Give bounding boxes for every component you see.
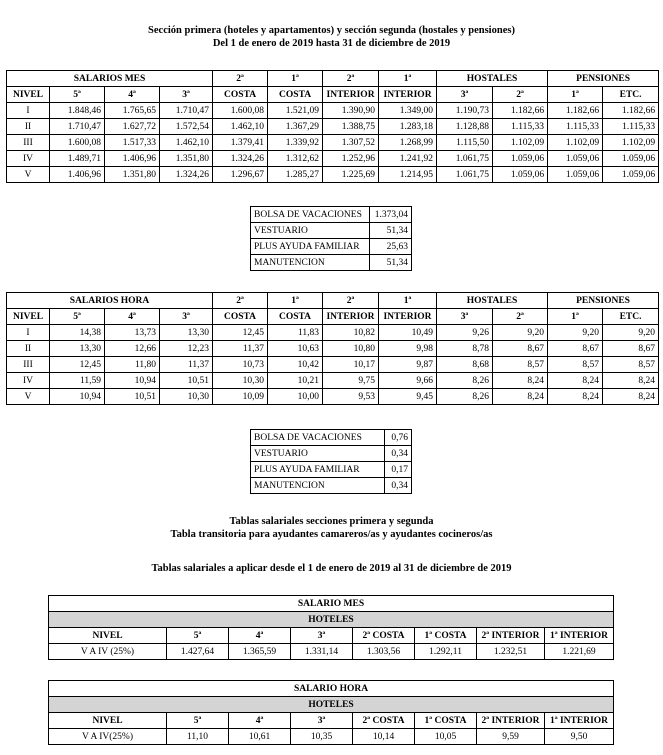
value-cell: 1.521,09 <box>268 103 323 119</box>
extras-hora-table <box>250 429 412 494</box>
col-header: 2ª COSTA <box>353 713 415 729</box>
value-cell: 1.283,18 <box>379 119 437 135</box>
value-cell: 1.303,56 <box>353 644 415 660</box>
concept-value: 51,34 <box>370 223 412 239</box>
table-row <box>7 151 659 167</box>
value-cell: 1.324,26 <box>213 151 268 167</box>
value-cell: 9,26 <box>437 325 493 341</box>
value-cell: 1.351,80 <box>105 167 160 183</box>
value-cell: 13,30 <box>160 325 213 341</box>
value-cell: 1.190,73 <box>437 103 493 119</box>
value-cell: 1.182,66 <box>603 103 659 119</box>
group-header: PENSIONES <box>548 293 659 309</box>
level-cell: I <box>7 103 50 119</box>
value-cell: 8,24 <box>493 373 548 389</box>
salarios-mes-table <box>6 70 659 183</box>
value-cell: 1.312,62 <box>268 151 323 167</box>
value-cell: 1.406,96 <box>105 151 160 167</box>
group-header: 2ª <box>213 293 268 309</box>
value-cell: 1.339,92 <box>268 135 323 151</box>
col-header: INTERIOR <box>379 309 437 325</box>
value-cell: 1.182,66 <box>548 103 603 119</box>
value-cell: V A IV(25%) <box>49 729 167 745</box>
value-cell: 1.214,95 <box>379 167 437 183</box>
level-cell: I <box>7 325 50 341</box>
group-header: 1ª <box>379 293 437 309</box>
value-cell: 12,66 <box>105 341 160 357</box>
value-cell: 1.367,29 <box>268 119 323 135</box>
col-header: 2ª <box>493 87 548 103</box>
value-cell: 10,63 <box>268 341 323 357</box>
value-cell: 1.351,80 <box>160 151 213 167</box>
col-header: INTERIOR <box>379 87 437 103</box>
value-cell: 10,42 <box>268 357 323 373</box>
level-cell: V <box>7 167 50 183</box>
value-cell: 1.349,00 <box>379 103 437 119</box>
concept-label: VESTUARIO <box>251 446 385 462</box>
value-cell: 10,30 <box>160 389 213 405</box>
value-cell: 1.102,09 <box>603 135 659 151</box>
concept-label: BOLSA DE VACACIONES <box>251 430 385 446</box>
value-cell: 12,45 <box>50 357 105 373</box>
value-cell: 1.296,67 <box>213 167 268 183</box>
value-cell: 1.232,51 <box>477 644 545 660</box>
value-cell: 10,14 <box>353 729 415 745</box>
value-cell: 1.221,69 <box>545 644 614 660</box>
col-header: 3ª <box>291 628 353 644</box>
col-header: 2ª INTERIOR <box>477 628 545 644</box>
group-header: SALARIOS HORA <box>7 293 213 309</box>
table-row <box>49 729 614 745</box>
concept-value: 0,17 <box>384 462 411 478</box>
group-header: SALARIOS MES <box>7 71 213 87</box>
value-cell: 9,50 <box>545 729 614 745</box>
col-header: 3ª <box>291 713 353 729</box>
table-row <box>251 446 412 462</box>
group-header: HOSTALES <box>437 293 548 309</box>
value-cell: 1.061,75 <box>437 151 493 167</box>
value-cell: 1.388,75 <box>323 119 379 135</box>
group-header: 1ª <box>268 71 323 87</box>
value-cell: 1.462,10 <box>213 119 268 135</box>
header-row <box>49 628 614 644</box>
col-header: 5ª <box>167 713 229 729</box>
concept-value: 25,63 <box>370 239 412 255</box>
value-cell: 10,30 <box>213 373 268 389</box>
value-cell: 1.600,08 <box>50 135 105 151</box>
value-cell: 1.765,65 <box>105 103 160 119</box>
value-cell: 1.059,06 <box>493 167 548 183</box>
col-header: NIVEL <box>49 628 167 644</box>
section-title-line2: Tabla transitoria para ayudantes camareros/as y ayudantes cocineros/as <box>170 529 493 540</box>
value-cell: 8,24 <box>603 389 659 405</box>
value-cell: 10,51 <box>105 389 160 405</box>
col-header: 5ª <box>167 628 229 644</box>
value-cell: 10,61 <box>229 729 291 745</box>
concept-label: MANUTENCION <box>251 255 370 271</box>
group-header: 1ª <box>268 293 323 309</box>
value-cell: 11,59 <box>50 373 105 389</box>
value-cell: 1.379,41 <box>213 135 268 151</box>
value-cell: 1.572,54 <box>160 119 213 135</box>
level-cell: IV <box>7 373 50 389</box>
concept-value: 0,76 <box>384 430 411 446</box>
col-header: 4ª <box>105 309 160 325</box>
value-cell: 1.115,50 <box>437 135 493 151</box>
group-header: PENSIONES <box>548 71 659 87</box>
level-cell: IV <box>7 151 50 167</box>
value-cell: 1.059,06 <box>603 167 659 183</box>
col-header: COSTA <box>213 309 268 325</box>
col-header: COSTA <box>213 87 268 103</box>
value-cell: 8,67 <box>493 341 548 357</box>
group-header: 2ª <box>323 293 379 309</box>
level-cell: V <box>7 389 50 405</box>
col-header: COSTA <box>268 309 323 325</box>
value-cell: 1.102,09 <box>493 135 548 151</box>
value-cell: 1.489,71 <box>50 151 105 167</box>
value-cell: 11,83 <box>268 325 323 341</box>
value-cell: 1.115,33 <box>548 119 603 135</box>
value-cell: 1.061,75 <box>437 167 493 183</box>
value-cell: 1.059,06 <box>603 151 659 167</box>
value-cell: 10,09 <box>213 389 268 405</box>
concept-label: VESTUARIO <box>251 223 370 239</box>
table-caption: SALARIO HORA <box>49 681 614 697</box>
value-cell: 1.182,66 <box>493 103 548 119</box>
concept-label: PLUS AYUDA FAMILIAR <box>251 239 370 255</box>
table-row <box>7 167 659 183</box>
value-cell: 10,51 <box>160 373 213 389</box>
table-row <box>7 103 659 119</box>
col-header: 3ª <box>437 87 493 103</box>
level-cell: III <box>7 357 50 373</box>
col-header: 4ª <box>229 628 291 644</box>
col-header: 1ª COSTA <box>415 628 477 644</box>
value-cell: 1.365,59 <box>229 644 291 660</box>
value-cell: 9,66 <box>379 373 437 389</box>
table-row <box>251 430 412 446</box>
value-cell: 1.848,46 <box>50 103 105 119</box>
value-cell: 8,57 <box>548 357 603 373</box>
col-header: NIVEL <box>49 713 167 729</box>
concept-value: 0,34 <box>384 478 411 494</box>
table-row <box>7 119 659 135</box>
col-header: 1ª INTERIOR <box>545 713 614 729</box>
group-header: 2ª <box>323 71 379 87</box>
table-row <box>251 478 412 494</box>
col-header: 4ª <box>105 87 160 103</box>
concept-label: PLUS AYUDA FAMILIAR <box>251 462 385 478</box>
salarios-hora-body <box>7 325 659 405</box>
concept-value: 51,34 <box>370 255 412 271</box>
col-header: 1ª <box>548 309 603 325</box>
table-row <box>7 357 659 373</box>
value-cell: 1.627,72 <box>105 119 160 135</box>
value-cell: 1.600,08 <box>213 103 268 119</box>
trans-hora-table <box>48 680 614 745</box>
table-row <box>7 325 659 341</box>
value-cell: 10,94 <box>105 373 160 389</box>
value-cell: 12,23 <box>160 341 213 357</box>
value-cell: 1.102,09 <box>548 135 603 151</box>
header-row <box>49 713 614 729</box>
table-row <box>7 373 659 389</box>
section-title-line3: Tablas salariales a aplicar desde el 1 de enero de 2019 al 31 de diciembre de 2019 <box>151 563 512 574</box>
table-row <box>49 644 614 660</box>
level-cell: II <box>7 341 50 357</box>
concept-label: BOLSA DE VACACIONES <box>251 207 370 223</box>
col-header: NIVEL <box>7 309 50 325</box>
col-header: INTERIOR <box>323 87 379 103</box>
doc-title-line1: Sección primera (hoteles y apartamentos) y sección segunda (hostales y pensiones) <box>148 25 515 36</box>
value-cell: 11,37 <box>213 341 268 357</box>
table-row <box>7 135 659 151</box>
col-header: 1ª COSTA <box>415 713 477 729</box>
value-cell: 1.406,96 <box>50 167 105 183</box>
value-cell: 14,38 <box>50 325 105 341</box>
table-row <box>251 255 412 271</box>
value-cell: 1.710,47 <box>50 119 105 135</box>
col-header: ETC. <box>603 309 659 325</box>
value-cell: 8,26 <box>437 389 493 405</box>
value-cell: 9,20 <box>548 325 603 341</box>
value-cell: 12,45 <box>213 325 268 341</box>
value-cell: 1.710,47 <box>160 103 213 119</box>
value-cell: 1.517,33 <box>105 135 160 151</box>
table-row <box>7 389 659 405</box>
value-cell: 8,24 <box>548 373 603 389</box>
group-header: 2ª <box>213 71 268 87</box>
table-row <box>251 462 412 478</box>
column-header-row <box>7 87 659 103</box>
col-header: COSTA <box>268 87 323 103</box>
value-cell: 10,05 <box>415 729 477 745</box>
concept-value: 0,34 <box>384 446 411 462</box>
value-cell: 11,10 <box>167 729 229 745</box>
level-cell: III <box>7 135 50 151</box>
value-cell: 10,94 <box>50 389 105 405</box>
value-cell: 1.128,88 <box>437 119 493 135</box>
col-header: 4ª <box>229 713 291 729</box>
value-cell: 10,00 <box>268 389 323 405</box>
value-cell: 1.331,14 <box>291 644 353 660</box>
value-cell: 10,17 <box>323 357 379 373</box>
col-header: 1ª <box>548 87 603 103</box>
group-header-row <box>7 71 659 87</box>
table-caption: SALARIO MES <box>49 596 614 612</box>
value-cell: 1.059,06 <box>493 151 548 167</box>
column-header-row <box>7 309 659 325</box>
col-header: 2ª <box>493 309 548 325</box>
value-cell: 9,20 <box>603 325 659 341</box>
value-cell: 10,80 <box>323 341 379 357</box>
value-cell: 9,59 <box>477 729 545 745</box>
value-cell: V A IV (25%) <box>49 644 167 660</box>
value-cell: 13,73 <box>105 325 160 341</box>
col-header: 5ª <box>50 87 105 103</box>
value-cell: 1.324,26 <box>160 167 213 183</box>
value-cell: 8,24 <box>603 373 659 389</box>
col-header: NIVEL <box>7 87 50 103</box>
value-cell: 9,45 <box>379 389 437 405</box>
value-cell: 11,37 <box>160 357 213 373</box>
value-cell: 1.241,92 <box>379 151 437 167</box>
value-cell: 8,67 <box>603 341 659 357</box>
value-cell: 8,67 <box>548 341 603 357</box>
value-cell: 1.225,69 <box>323 167 379 183</box>
value-cell: 8,24 <box>493 389 548 405</box>
table-subcaption: HOTELES <box>49 697 614 713</box>
value-cell: 1.390,90 <box>323 103 379 119</box>
value-cell: 1.427,64 <box>167 644 229 660</box>
value-cell: 1.115,33 <box>493 119 548 135</box>
table-subcaption: HOTELES <box>49 612 614 628</box>
value-cell: 8,57 <box>493 357 548 373</box>
table-row <box>251 239 412 255</box>
value-cell: 10,73 <box>213 357 268 373</box>
col-header: 3ª <box>160 309 213 325</box>
value-cell: 9,98 <box>379 341 437 357</box>
col-header: 1ª INTERIOR <box>545 628 614 644</box>
value-cell: 1.059,06 <box>548 167 603 183</box>
extras-mes-table <box>250 206 412 271</box>
concept-label: MANUTENCION <box>251 478 385 494</box>
col-header: 2ª COSTA <box>353 628 415 644</box>
table-row <box>7 341 659 357</box>
group-header-row <box>7 293 659 309</box>
concept-value: 1.373,04 <box>370 207 412 223</box>
value-cell: 1.252,96 <box>323 151 379 167</box>
doc-title-line2: Del 1 de enero de 2019 hasta 31 de diciembre de 2019 <box>212 38 451 49</box>
value-cell: 8,68 <box>437 357 493 373</box>
value-cell: 10,82 <box>323 325 379 341</box>
col-header: INTERIOR <box>323 309 379 325</box>
value-cell: 10,49 <box>379 325 437 341</box>
salarios-hora-table <box>6 292 659 405</box>
value-cell: 9,20 <box>493 325 548 341</box>
section-title-line1: Tablas salariales secciones primera y segunda <box>229 516 434 527</box>
col-header: 3ª <box>160 87 213 103</box>
value-cell: 1.307,52 <box>323 135 379 151</box>
col-header: 2ª INTERIOR <box>477 713 545 729</box>
value-cell: 13,30 <box>50 341 105 357</box>
value-cell: 1.059,06 <box>548 151 603 167</box>
value-cell: 1.462,10 <box>160 135 213 151</box>
value-cell: 9,87 <box>379 357 437 373</box>
value-cell: 8,78 <box>437 341 493 357</box>
col-header: 5ª <box>50 309 105 325</box>
table-row <box>251 223 412 239</box>
col-header: ETC. <box>603 87 659 103</box>
group-header: HOSTALES <box>437 71 548 87</box>
value-cell: 9,53 <box>323 389 379 405</box>
value-cell: 11,80 <box>105 357 160 373</box>
value-cell: 8,24 <box>548 389 603 405</box>
value-cell: 10,35 <box>291 729 353 745</box>
value-cell: 9,75 <box>323 373 379 389</box>
value-cell: 1.268,99 <box>379 135 437 151</box>
value-cell: 1.285,27 <box>268 167 323 183</box>
level-cell: II <box>7 119 50 135</box>
salarios-mes-body <box>7 103 659 183</box>
value-cell: 8,57 <box>603 357 659 373</box>
col-header: 3ª <box>437 309 493 325</box>
group-header: 1ª <box>379 71 437 87</box>
value-cell: 10,21 <box>268 373 323 389</box>
table-row <box>251 207 412 223</box>
value-cell: 1.292,11 <box>415 644 477 660</box>
trans-mes-table <box>48 595 614 660</box>
value-cell: 8,26 <box>437 373 493 389</box>
value-cell: 1.115,33 <box>603 119 659 135</box>
